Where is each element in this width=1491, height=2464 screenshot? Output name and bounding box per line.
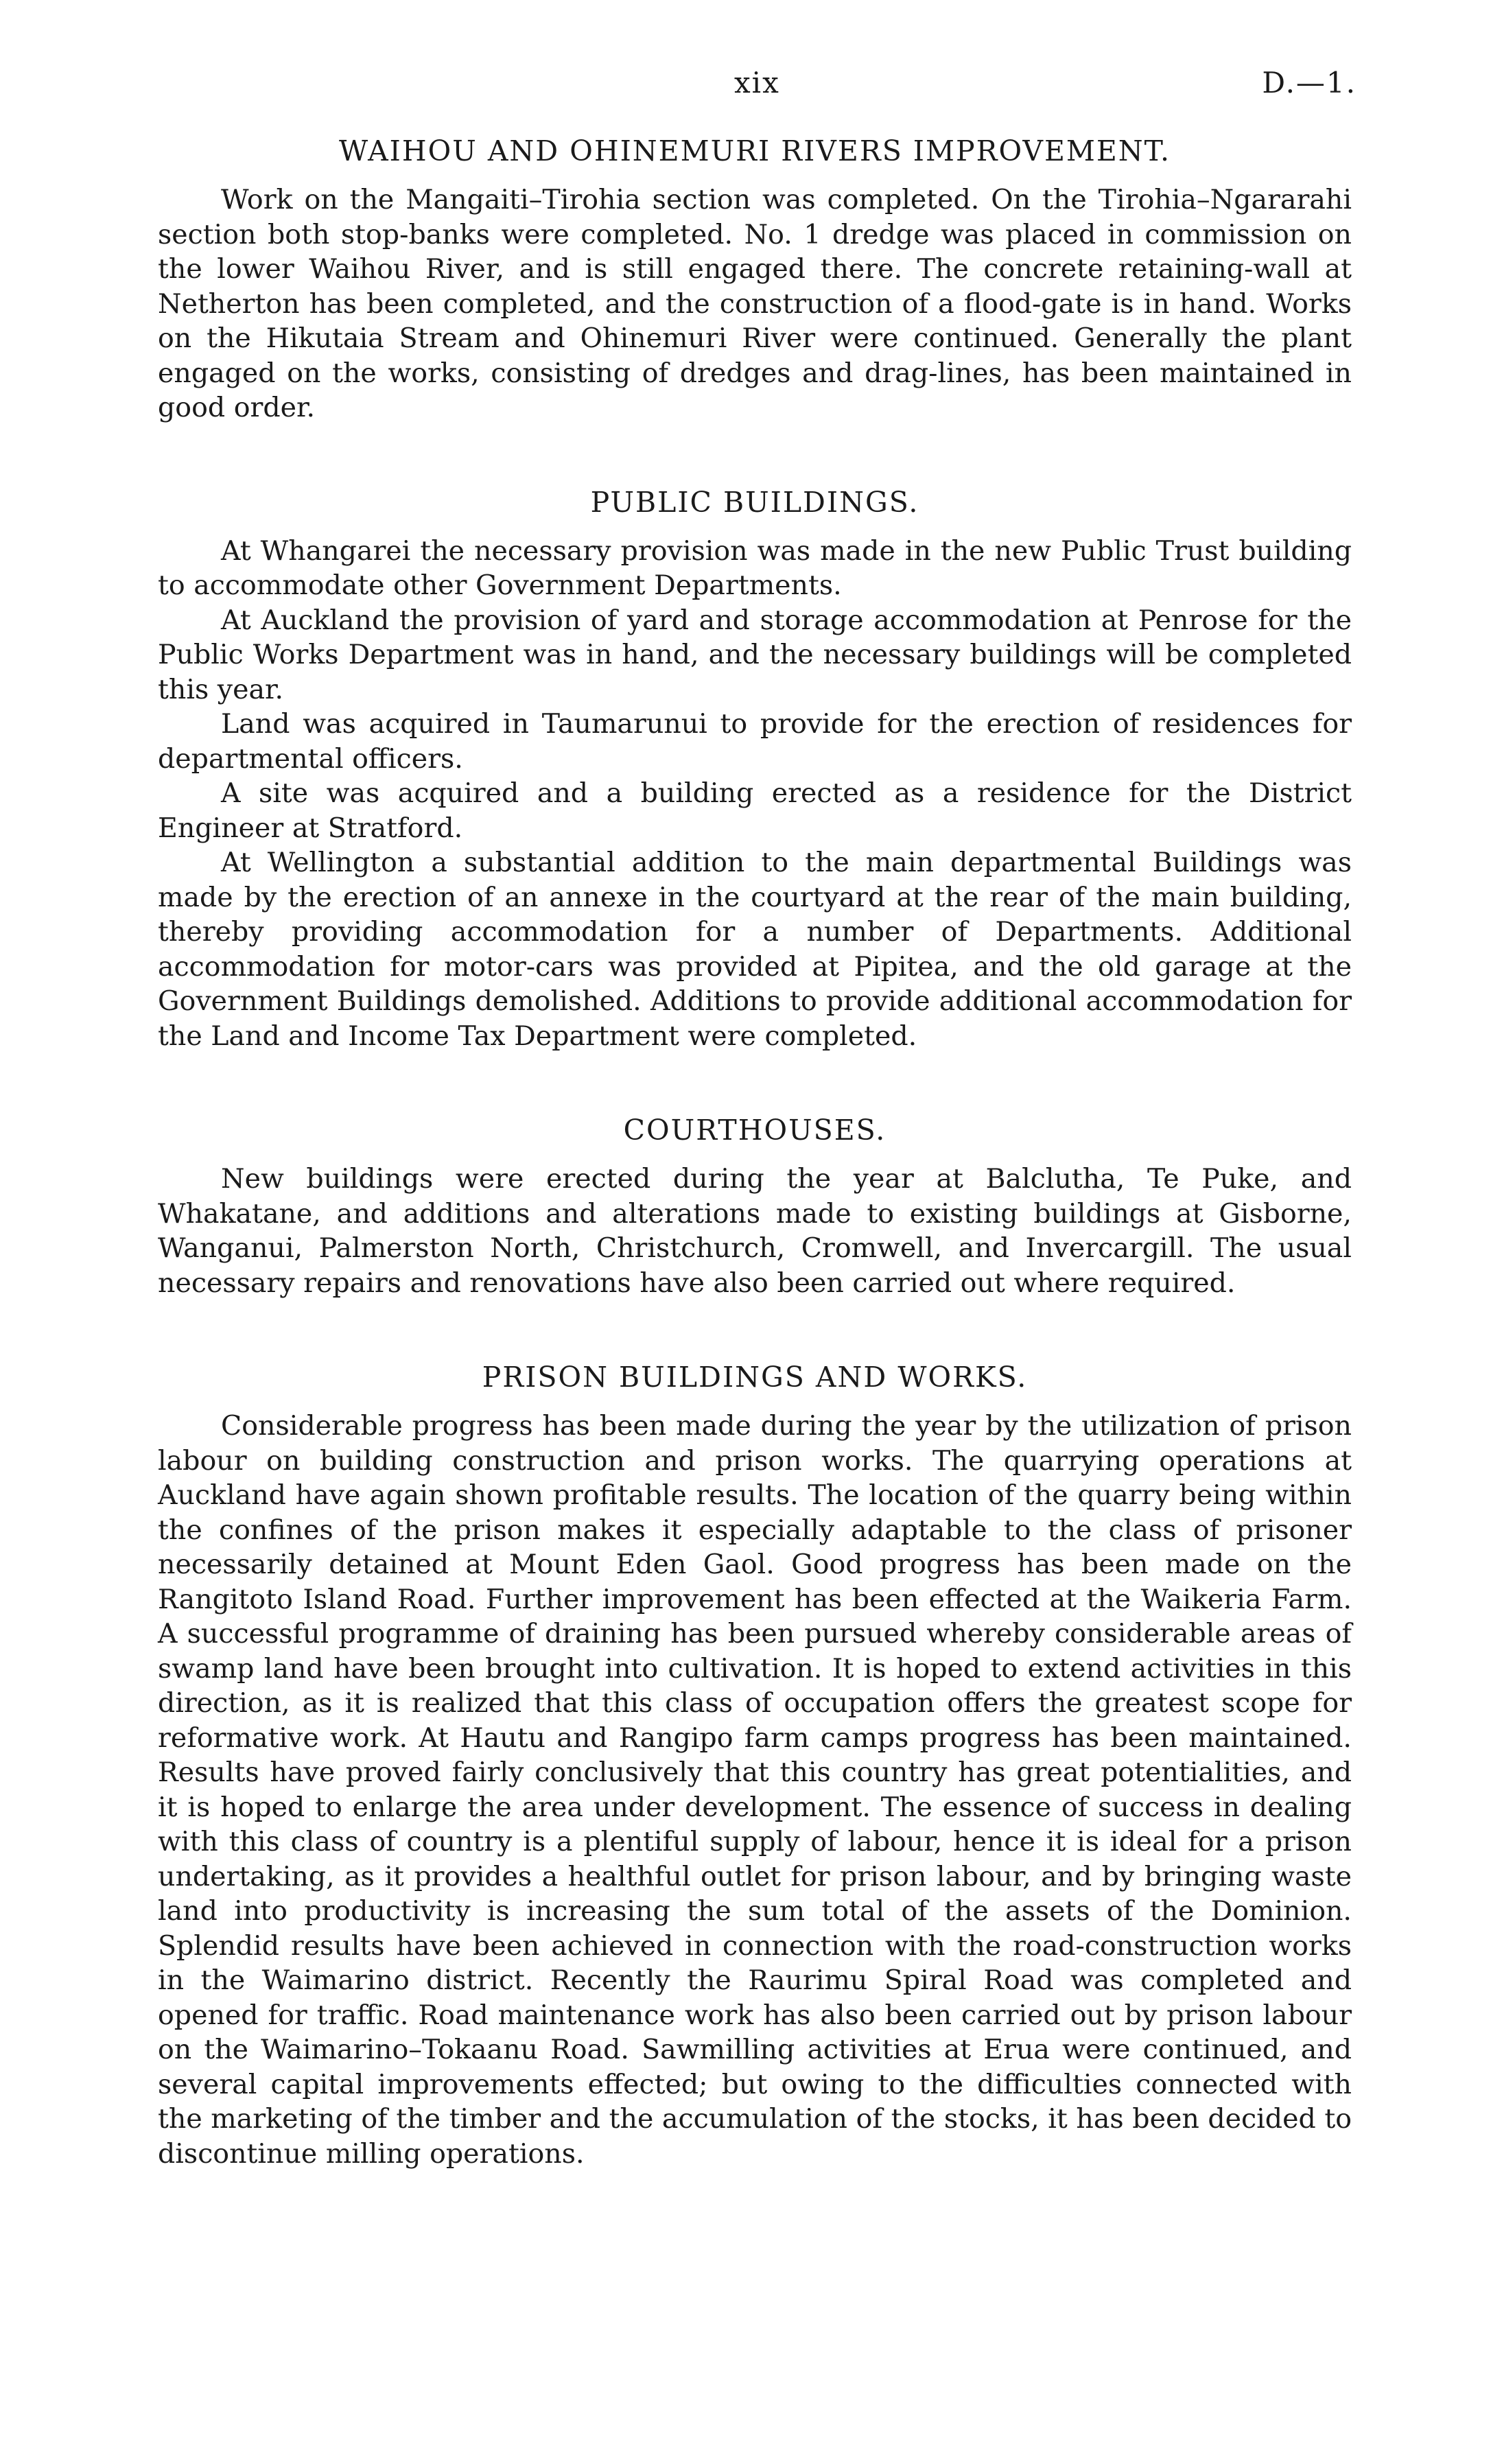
section-heading: PUBLIC BUILDINGS. [590,485,919,519]
paragraph: New buildings were erected during the year at Balclutha, Te Puke, and Whakatane, and additions and alterations made to existing buildings at Gisborne, Wanganui, Palmerston North, Christchurch, Cromwell, and Invercargill. The usual necessary repairs and renovations have also been carried out where required. [158,1163,1352,1299]
page-header [0,66,1491,107]
paragraph: A site was acquired and a building erected as a residence for the District Engineer at Stratford. [158,777,1352,844]
paragraph: At Wellington a substantial addition to the main departmental Buildings was made by the erection of an annexe in the courtyard at the rear of the main building, thereby providing accommodation for a number of Departments. Additional accommodation for motor-cars was provided at Pipitea, and the old garage at the Government Buildings demolished. Additions to provide additional accommodation for the Land and Income Tax Department were completed. [158,847,1352,1052]
section-courthouses [158,1114,1352,1300]
section-waihou-ohinemuri [158,134,1352,425]
paragraph: Work on the Mangaiti–Tirohia section was completed. On the Tirohia–Ngararahi section both stop-banks were completed. No. 1 dredge was placed in commission on the lower Waihou River, and is still engaged there. The concrete retaining-wall at Netherton has been completed, and the construction of a flood-gate is in hand. Works on the Hikutaia Stream and Ohinemuri River were continued. Generally the plant engaged on the works, consisting of dredges and drag-lines, has been maintained in good order. [158,184,1352,423]
page-number: xix [734,66,780,99]
paragraph: At Auckland the provision of yard and storage accommodation at Penrose for the Public Works Department was in hand, and the necessary buildings will be completed this year. [158,604,1352,705]
paragraph: At Whangarei the necessary provision was made in the new Public Trust building to accommodate other Government Departments. [158,535,1352,601]
paragraph: Land was acquired in Taumarunui to provide for the erection of residences for departmental officers. [158,708,1352,775]
section-heading: PRISON BUILDINGS AND WORKS. [482,1361,1028,1394]
section-heading: COURTHOUSES. [623,1114,887,1147]
page-content [158,134,1352,2231]
section-public-buildings [158,486,1352,1054]
document-reference: D.—1. [1262,66,1357,99]
paragraph: Considerable progress has been made during the year by the utilization of prison labour on building construction and prison works. The quarrying operations at Auckland have again shown profitable results. The location of the quarry being within the confines of the prison makes it especially adaptable to the class of prisoner necessarily detained at Mount Eden Gaol. Good progress has been made on the Rangitoto Island Road. Further improvement has been effected at the Waikeria Farm. A successful programme of draining has been pursued whereby considerable areas of swamp land have been brought into cultivation. It is hoped to extend activities in this direction, as it is realized that this class of occupation offers the greatest scope for reformative work. At Hautu and Rangipo farm camps progress has been maintained. Results have proved fairly conclusively that this country has great potentialities, and it is hoped to enlarge the area under development. The essence of success in dealing with this class of country is a plentiful supply of labour, hence it is ideal for a prison undertaking, as it provides a healthful outlet for prison labour, and by bringing waste land into productivity is increasing the sum total of the assets of the Dominion. Splendid results have been achieved in connection with the road-construction works in the Waimarino district. Recently the Raurimu Spiral Road was completed and opened for traffic. Road maintenance work has also been carried out by prison labour on the Waimarino–Tokaanu Road. Sawmilling activities at Erua were continued, and several capital improvements effected; but owing to the difficulties connected with the marketing of the timber and the accumulation of the stocks, it has been decided to discontinue milling operations. [158,1410,1352,2170]
section-prison-buildings [158,1361,1352,2171]
section-heading: WAIHOU AND OHINEMURI RIVERS IMPROVEMENT. [338,134,1171,167]
